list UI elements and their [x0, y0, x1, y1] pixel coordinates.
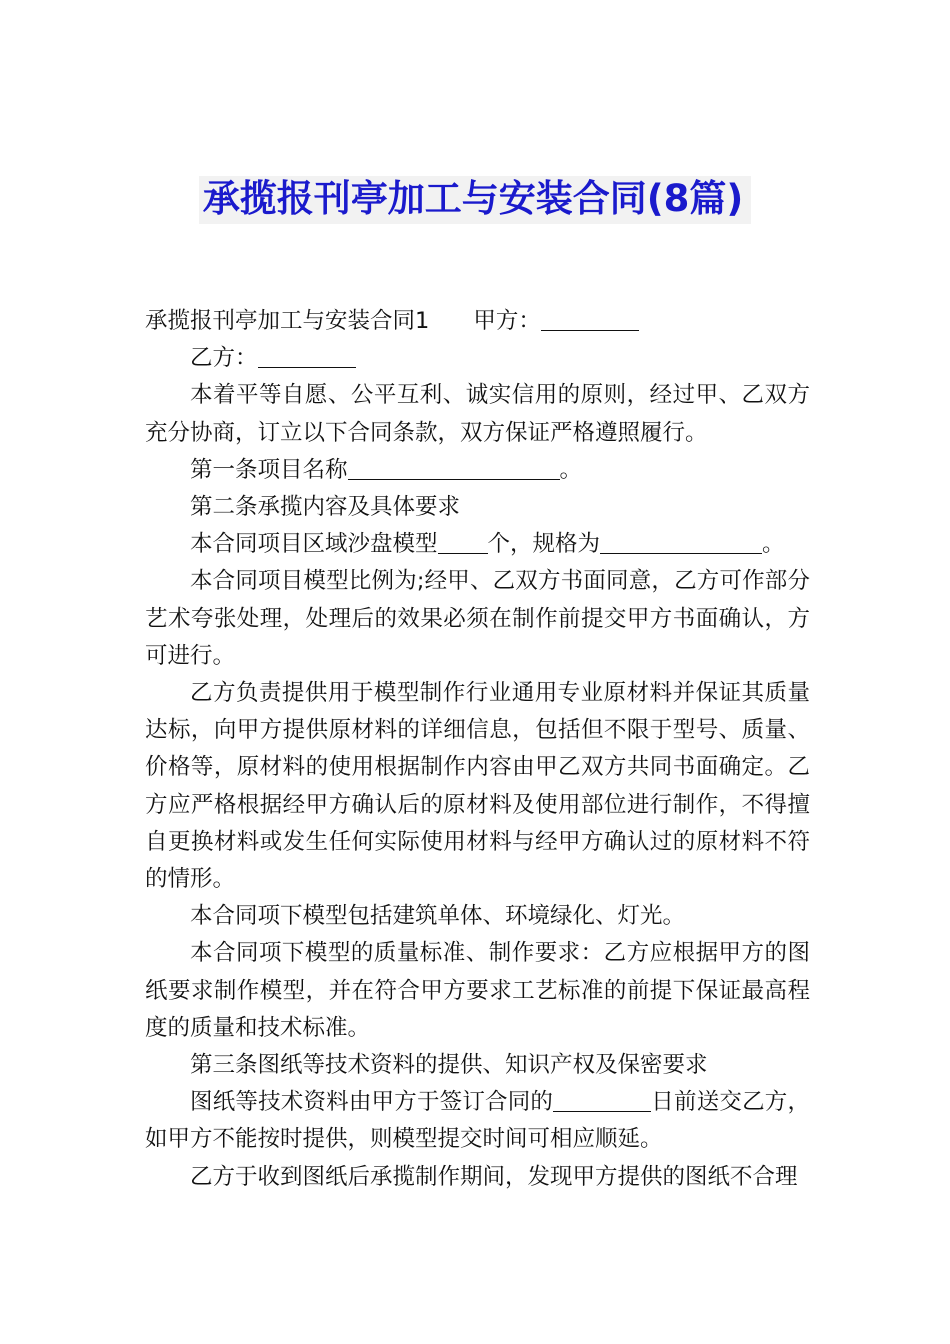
paragraph-2	[145, 340, 810, 377]
paragraph-1	[145, 303, 810, 340]
paragraph-5: 第二条承揽内容及具体要求	[190, 494, 461, 521]
paragraph-10: 本合同项下模型的质量标准、制作要求：乙方应根据甲方的图纸要求制作模型，并在符合甲方要求工艺标准的前提下保证最高程度的质量和技术标准。	[145, 940, 810, 1041]
paragraph-6	[145, 526, 810, 563]
model-count-blank	[438, 529, 488, 554]
spec-label: 个，规格为	[487, 531, 601, 558]
paragraph-9: 本合同项下模型包括建筑单体、环境绿化、灯光。	[190, 903, 686, 930]
paragraph-3: 本着平等自愿、公平互利、诚实信用的原则，经过甲、乙双方充分协商，订立以下合同条款，双方保证严格遵照履行。	[145, 382, 810, 446]
article-1-label: 第一条项目名称	[190, 456, 348, 483]
party-a-blank	[541, 306, 639, 331]
model-count-label: 本合同项目区域沙盘模型	[190, 531, 438, 558]
article-1-end: 。	[559, 456, 583, 483]
paragraph-12	[145, 1084, 810, 1158]
paragraph-4	[145, 452, 810, 489]
paragraph-13: 乙方于收到图纸后承揽制作期间，发现甲方提供的图纸不合理	[190, 1163, 798, 1190]
document-title: 承揽报刊亭加工与安装合同(8篇)	[199, 176, 752, 224]
drawings-label: 图纸等技术资料由甲方于签订合同的	[190, 1089, 554, 1116]
drawings-days-blank	[553, 1087, 651, 1112]
spec-end: 。	[762, 531, 785, 558]
paragraph-8: 乙方负责提供用于模型制作行业通用专业原材料并保证其质量达标，向甲方提供原材料的详细信息，包括但不限于型号、质量、价格等，原材料的使用根据制作内容由甲乙双方共同书面确定。乙方应严格根据经甲方确认后的原材料及使用部位进行制作，不得擅自更换材料或发生任何实际使用材料与经甲方确认过的原材料不符的情形。	[145, 680, 810, 893]
title-container	[0, 176, 950, 224]
party-b-label: 乙方：	[190, 345, 258, 372]
document-body	[145, 303, 810, 1196]
paragraph-7: 本合同项目模型比例为;经甲、乙双方书面同意，乙方可作部分艺术夸张处理，处理后的效果必须在制作前提交甲方书面确认，方可进行。	[145, 568, 810, 669]
spec-blank	[600, 529, 762, 554]
drawings-rest: 日前送交乙方，如甲方不能按时提供，则模型提交时间可相应顺延。	[145, 1089, 810, 1153]
contract-heading: 承揽报刊亭加工与安装合同1	[145, 308, 430, 334]
paragraph-11: 第三条图纸等技术资料的提供、知识产权及保密要求	[190, 1052, 708, 1079]
project-name-blank	[348, 455, 560, 480]
party-a-label: 甲方：	[473, 308, 541, 334]
party-b-blank	[258, 343, 356, 368]
